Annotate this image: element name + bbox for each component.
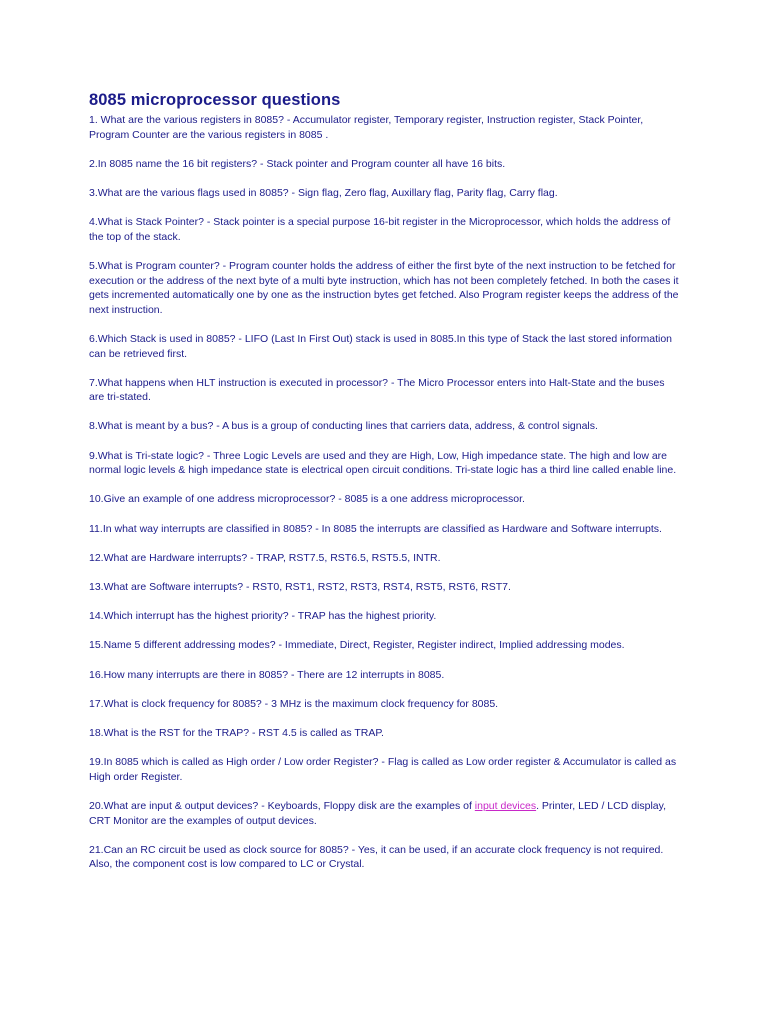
qa-item-20 bbox=[89, 799, 679, 828]
qa-item-15: 15.Name 5 different addressing modes? - Immediate, Direct, Register, Register indirect, Implied addressing modes. bbox=[89, 639, 625, 652]
qa-item-10: 10.Give an example of one address microprocessor? - 8085 is a one address microprocessor. bbox=[89, 493, 525, 506]
qa-item-18: 18.What is the RST for the TRAP? - RST 4.5 is called as TRAP. bbox=[89, 726, 384, 739]
qa-item-5: 5.What is Program counter? - Program counter holds the address of either the first byte of the next instruction to be fetched for execution or the address of the next byte of a multi byte instruction, which has not been completely fetched. In both the cases it gets incremented automatically one by one as the instruction bytes get fetched. Also Program register keeps the address of the next instruction. bbox=[89, 259, 679, 316]
qa-item-12: 12.What are Hardware interrupts? - TRAP, RST7.5, RST6.5, RST5.5, INTR. bbox=[89, 551, 441, 564]
qa-item-17: 17.What is clock frequency for 8085? - 3 MHz is the maximum clock frequency for 8085. bbox=[89, 697, 499, 710]
qa-item-20-before: 20.What are input & output devices? - Keyboards, Floppy disk are the examples of bbox=[89, 799, 475, 812]
qa-item-19: 19.In 8085 which is called as High order / Low order Register? - Flag is called as Low order register & Accumulator is called as High order Register. bbox=[89, 756, 677, 783]
qa-item-4: 4.What is Stack Pointer? - Stack pointer is a special purpose 16-bit register in the Microprocessor, which holds the address of the top of the stack. bbox=[89, 216, 671, 243]
qa-item-2: 2.In 8085 name the 16 bit registers? - Stack pointer and Program counter all have 16 bits. bbox=[89, 157, 506, 170]
qa-item-14: 14.Which interrupt has the highest priority? - TRAP has the highest priority. bbox=[89, 610, 437, 623]
qa-item-21: 21.Can an RC circuit be used as clock source for 8085? - Yes, it can be used, if an accurate clock frequency is not required. Also, the component cost is low compared to LC or Crystal. bbox=[89, 843, 664, 871]
input-devices-link[interactable]: input devices bbox=[474, 799, 537, 812]
document-page bbox=[89, 90, 679, 886]
qa-item-8: 8.What is meant by a bus? - A bus is a group of conducting lines that carriers data, address, & control signals. bbox=[89, 420, 598, 433]
qa-item-1: 1. What are the various registers in 8085? - Accumulator register, Temporary register, Instruction register, Stack Pointer, Program Counter are the various registers in 8085 . bbox=[89, 114, 644, 141]
qa-item-7: 7.What happens when HLT instruction is executed in processor? - The Micro Processor enters into Halt-State and the buses are tri-stated. bbox=[89, 376, 665, 404]
qa-item-16: 16.How many interrupts are there in 8085? - There are 12 interrupts in 8085. bbox=[89, 668, 445, 681]
page-title: 8085 microprocessor questions bbox=[89, 91, 341, 109]
qa-item-9: 9.What is Tri-state logic? - Three Logic Levels are used and they are High, Low, High impedance state. The high and low are normal logic levels & high impedance state is electrical open circuit conditions. Tri-state logic has a third line called enable line. bbox=[89, 449, 677, 477]
qa-item-6: 6.Which Stack is used in 8085? - LIFO (Last In First Out) stack is used in 8085.In this type of Stack the last stored information can be retrieved first. bbox=[89, 332, 673, 360]
qa-item-11: 11.In what way interrupts are classified in 8085? - In 8085 the interrupts are classified as Hardware and Software interrupts. bbox=[89, 522, 662, 535]
qa-item-20-after: . Printer, LED / LCD display, CRT Monitor are the examples of output devices. bbox=[89, 799, 667, 827]
qa-item-3: 3.What are the various flags used in 8085? - Sign flag, Zero flag, Auxillary flag, Parity flag, Carry flag. bbox=[89, 186, 558, 199]
qa-item-13: 13.What are Software interrupts? - RST0, RST1, RST2, RST3, RST4, RST5, RST6, RST7. bbox=[89, 581, 511, 593]
